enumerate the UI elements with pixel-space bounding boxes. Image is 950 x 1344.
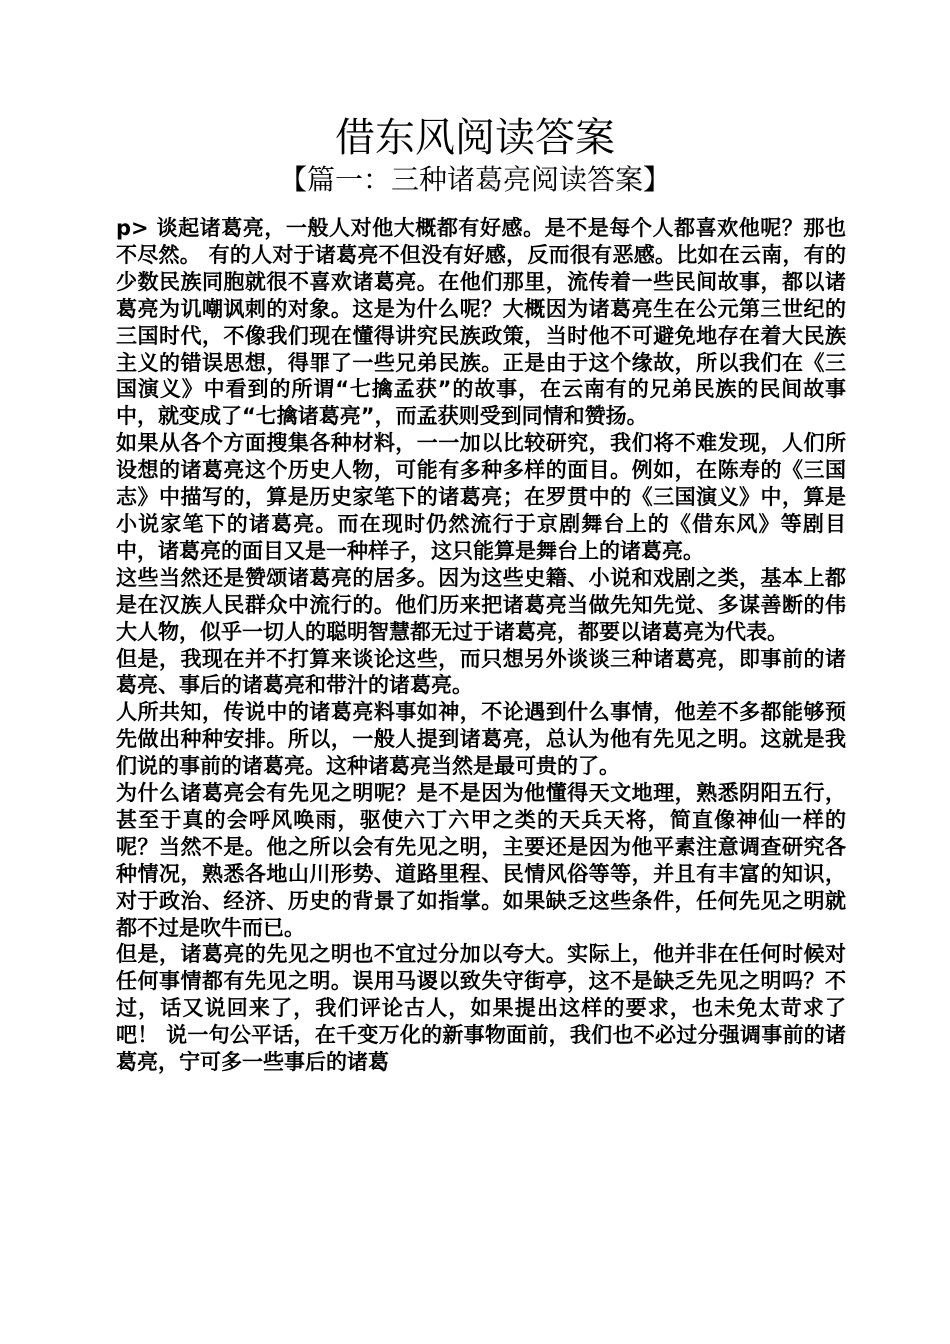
paragraph-4: 但是，我现在并不打算来谈论这些，而只想另外谈谈三种诸葛亮，即事前的诸葛亮、事后的诸葛亮和带汁的诸葛亮。 bbox=[116, 646, 846, 698]
paragraph-1: p> 谈起诸葛亮，一般人对他大概都有好感。是不是每个人都喜欢他呢？那也不尽然。 有的人对于诸葛亮不但没有好感，反而很有恶感。比如在云南，有的少数民族同胞就很不喜欢诸葛亮。在他们那里，流传着一些民间故事，都以诸葛亮为讥嘲讽刺的对象。这是为什么呢？大概因为诸葛亮生在公元第三世纪的三国时代，不像我们现在懂得讲究民族政策，当时他不可避免地存在着大民族主义的错误思想，得罪了一些兄弟民族。正是由于这个缘故，所以我们在《三国演义》中看到的所谓“七擒孟获”的故事，在云南有的兄弟民族的民间故事中，就变成了“七擒诸葛亮”，而孟获则受到同情和赞扬。 bbox=[116, 216, 846, 429]
document-title: 借东风阅读答案 bbox=[335, 115, 615, 161]
paragraph-6: 为什么诸葛亮会有先见之明呢？是不是因为他懂得天文地理，熟悉阴阳五行，甚至于真的会呼风唤雨，驱使六丁六甲之类的天兵天将，简直像神仙一样的呢？当然不是。他之所以会有先见之明，主要还是因为他平素注意调查研究各种情况，熟悉各地山川形势、道路里程、民情风俗等等，并且有丰富的知识，对于政治、经济、历史的背景了如指掌。如果缺乏这些条件，任何先见之明就都不过是吹牛而已。 bbox=[116, 781, 846, 940]
paragraph-3: 这些当然还是赞颂诸葛亮的居多。因为这些史籍、小说和戏剧之类，基本上都是在汉族人民群众中流行的。他们历来把诸葛亮当做先知先觉、多谋善断的伟大人物，似乎一切人的聪明智慧都无过于诸葛亮，都要以诸葛亮为代表。 bbox=[116, 565, 846, 644]
paragraph-7: 但是，诸葛亮的先见之明也不宜过分加以夸大。实际上，他并非在任何时候对任何事情都有先见之明。误用马谡以致失守街亭，这不是缺乏先见之明吗？不过，话又说回来了，我们评论古人，如果提出这样的要求，也未免太苛求了吧！ 说一句公平话，在千变万化的新事物面前，我们也不必过分强调事前的诸葛亮，宁可多一些事后的诸葛 bbox=[116, 942, 846, 1075]
document-body bbox=[116, 215, 846, 1076]
paragraph-2: 如果从各个方面搜集各种材料，一一加以比较研究，我们将不难发现，人们所设想的诸葛亮这个历史人物，可能有多种多样的面目。例如，在陈寿的《三国志》中描写的，算是历史家笔下的诸葛亮；在罗贯中的《三国演义》中，算是小说家笔下的诸葛亮。而在现时仍然流行于京剧舞台上的《借东风》等剧目中，诸葛亮的面目又是一种样子，这只能算是舞台上的诸葛亮。 bbox=[116, 431, 846, 563]
document-subtitle: 【篇一：三种诸葛亮阅读答案】 bbox=[278, 163, 671, 196]
paragraph-5: 人所共知，传说中的诸葛亮料事如神，不论遇到什么事情，他差不多都能够预先做出种种安排。所以，一般人提到诸葛亮，总认为他有先见之明。这就是我们说的事前的诸葛亮。这种诸葛亮当然是最可贵的了。 bbox=[116, 700, 846, 779]
